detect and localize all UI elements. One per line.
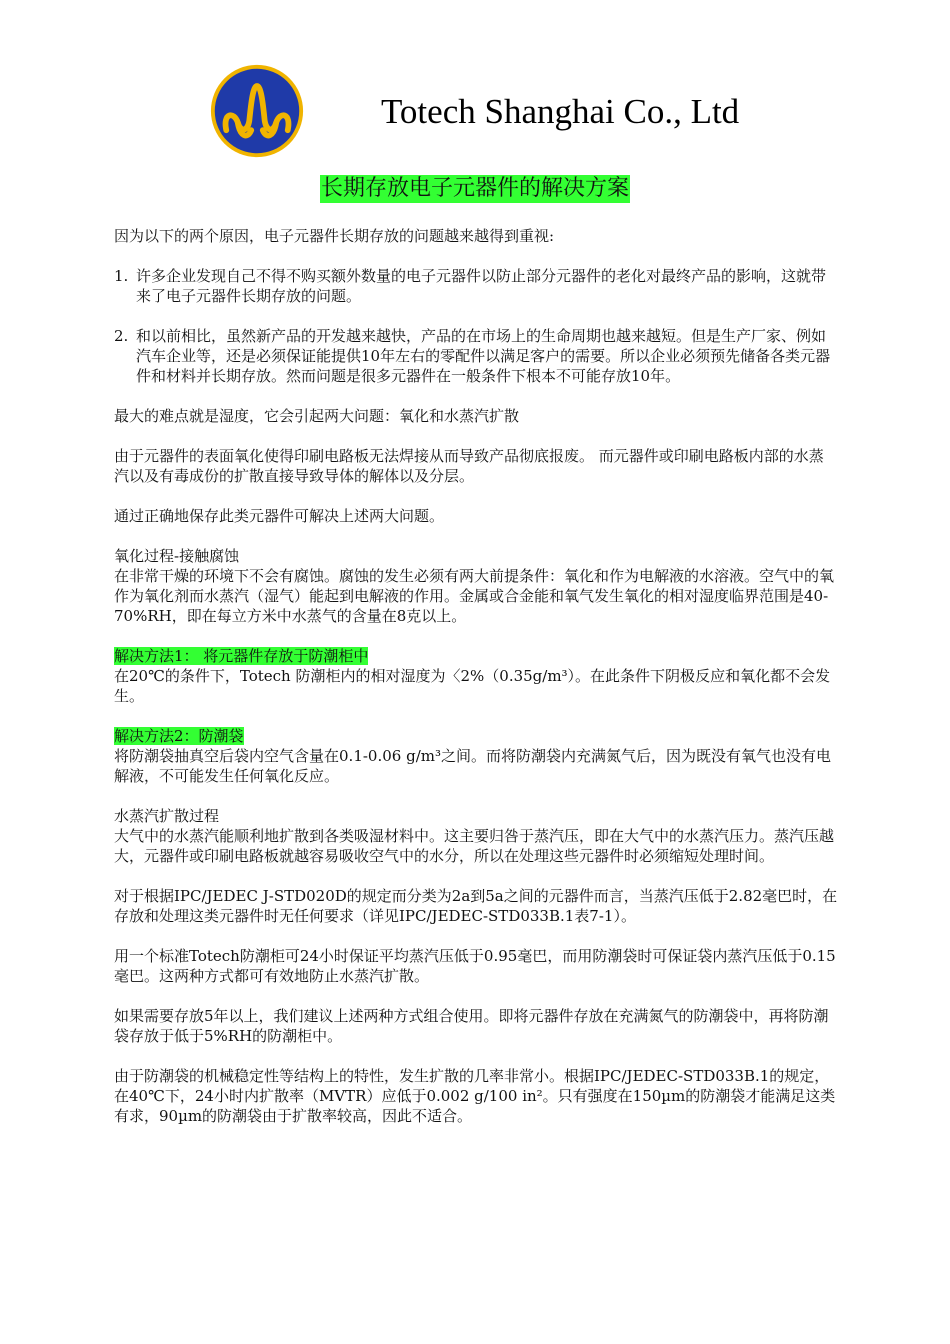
intro-paragraph: 因为以下的两个原因，电子元器件长期存放的问题越来越得到重视: (114, 227, 555, 245)
document-title: 长期存放电子元器件的解决方案 (320, 176, 629, 201)
cabinet-paragraph: 用一个标准Totech防潮柜可24小时保证平均蒸汽压低于0.95毫巴，而用防潮袋时可保证袋内蒸汽压低于0.15毫巴。这两种方式都可有效地防止水蒸汽扩散。 (114, 947, 836, 985)
list-number: 2. (114, 327, 129, 345)
company-name: Totech Shanghai Co., Ltd (381, 92, 740, 131)
diffusion-heading: 水蒸汽扩散过程 (114, 807, 220, 825)
solution2-heading: 解决方法2：防潮袋 (114, 727, 244, 745)
consequence-paragraph: 由于元器件的表面氧化使得印刷电路板无法焊接从而导致产品彻底报废。 而元器件或印刷电路板内部的水蒸汽以及有毒成份的扩散直接导致导体的解体以及分层。 (114, 447, 824, 485)
solution1-paragraph: 在20℃的条件下，Totech 防潮柜内的相对湿度为〈2%（0.35g/m³）。在此条件下阴极反应和氧化都不会发生。 (114, 667, 831, 705)
title-container (0, 175, 950, 203)
difficulty-paragraph: 最大的难点就是湿度，它会引起两大问题：氧化和水蒸汽扩散 (114, 407, 520, 425)
oxidation-paragraph: 在非常干燥的环境下不会有腐蚀。腐蚀的发生必须有两大前提条件：氧化和作为电解液的水溶液。空气中的氧作为氧化剂而水蒸汽（湿气）能起到电解液的作用。金属或合金能和氧气发生氧化的相对湿度临界范围是40-70%RH，即在每立方米中水蒸气的含量在8克以上。 (114, 567, 835, 625)
solution2-paragraph: 将防潮袋抽真空后袋内空气含量在0.1-0.06 g/m³之间。而将防潮袋内充满氮气后，因为既没有氧气也没有电解液，不可能发生任何氧化反应。 (114, 747, 831, 785)
solution1-heading: 解决方法1： 将元器件存放于防潮柜中 (114, 647, 369, 665)
list-item (114, 266, 838, 306)
list-text: 和以前相比，虽然新产品的开发越来越快，产品的在市场上的生命周期也越来越短。但是生产厂家、例如汽车企业等，还是必须保证能提供10年左右的零配件以满足客户的需要。所以企业必须预先储备各类元器件和材料并长期存放。然而问题是很多元器件在一般条件下根本不可能存放10年。 (136, 327, 831, 385)
combo-paragraph: 如果需要存放5年以上，我们建议上述两种方式组合使用。即将元器件存放在充满氮气的防潮袋中，再将防潮袋存放于低于5%RH的防潮柜中。 (114, 1007, 829, 1045)
diffusion-paragraph: 大气中的水蒸汽能顺利地扩散到各类吸湿材料中。这主要归咎于蒸汽压，即在大气中的水蒸汽压力。蒸汽压越大，元器件或印刷电路板就越容易吸收空气中的水分，所以在处理这些元器件时必须缩短处理时间。 (114, 827, 835, 865)
list-item (114, 326, 838, 386)
oxidation-heading: 氧化过程-接触腐蚀 (114, 547, 240, 565)
ipc-paragraph: 对于根据IPC/JEDEC J-STD020D的规定而分类为2a到5a之间的元器件而言，当蒸汽压低于2.82毫巴时，在存放和处理这类元器件时无任何要求（详见IPC/JEDEC-STD033B.1表7-1）。 (114, 887, 838, 925)
list-number: 1. (114, 267, 129, 285)
totech-logo-icon (209, 63, 305, 159)
document-body (114, 226, 838, 1126)
list-text: 许多企业发现自己不得不购买额外数量的电子元器件以防止部分元器件的老化对最终产品的影响，这就带来了电子元器件长期存放的问题。 (136, 267, 827, 305)
bag-paragraph: 由于防潮袋的机械稳定性等结构上的特性，发生扩散的几率非常小。根据IPC/JEDEC-STD033B.1的规定，在40℃下，24小时内扩散率（MVTR）应低于0.002 g/100 in²。只有强度在150µm的防潮袋才能满足这类有求，90µm的防潮袋由于扩散率较高，因此不适合。 (114, 1067, 836, 1125)
solve-statement: 通过正确地保存此类元器件可解决上述两大问题。 (114, 507, 445, 525)
